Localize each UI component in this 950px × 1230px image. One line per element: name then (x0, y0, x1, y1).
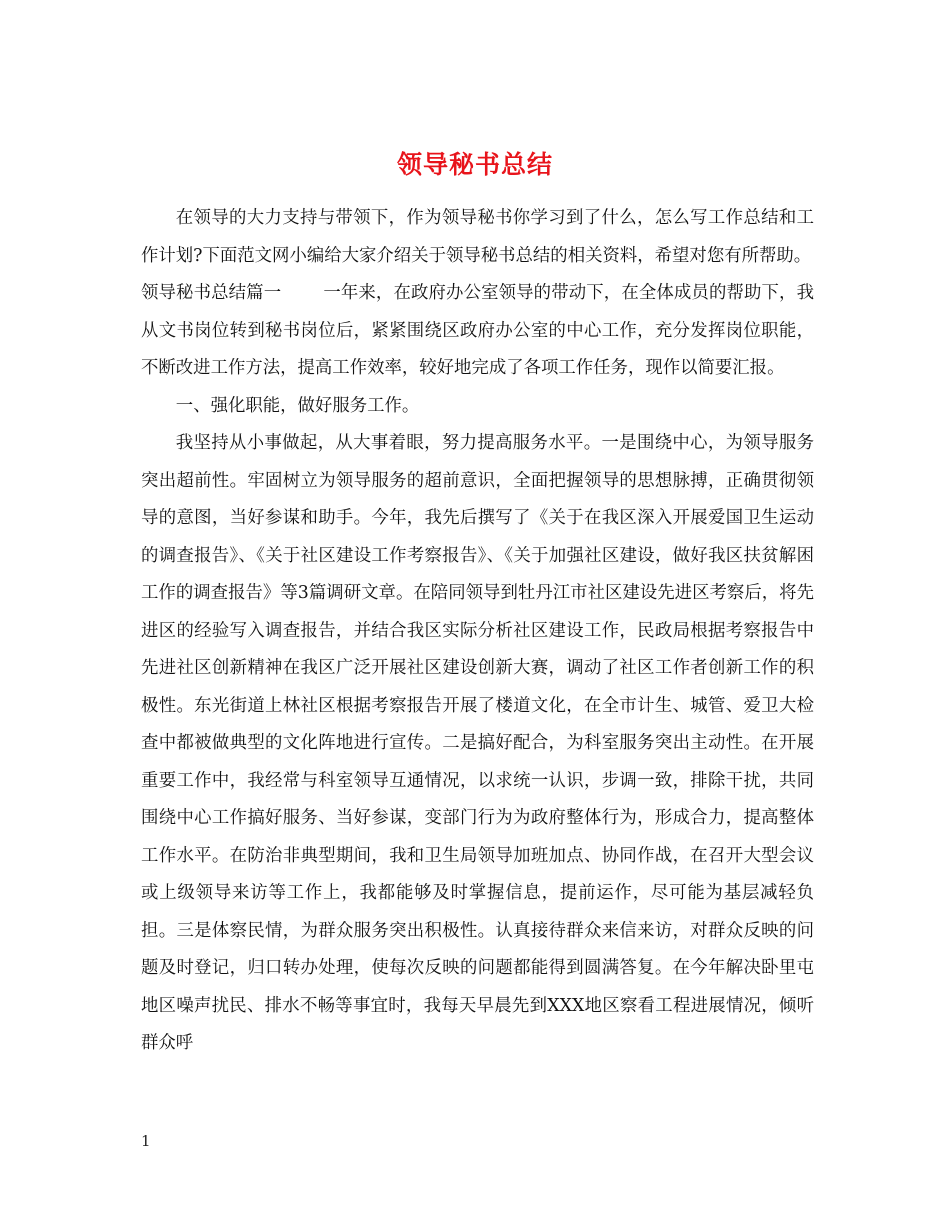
section-body-paragraph: 我坚持从小事做起，从大事着眼，努力提高服务水平。一是围绕中心，为领导服务突出超前性。牢固树立为领导服务的超前意识，全面把握领导的思想脉搏，正确贯彻领导的意图，当好参谋和助手。今年，我先后撰写了《关于在我区深入开展爱国卫生运动的调查报告》、《关于社区建设工作考察报告》、《关于加强社区建设，做好我区扶贫解困工作的调查报告》等3篇调研文章。在陪同领导到牡丹江市社区建设先进区考察后，将先进区的经验写入调查报告，并结合我区实际分析社区建设工作，民政局根据考察报告中先进社区创新精神在我区广泛开展社区建设创新大赛，调动了社区工作者创新工作的积极性。东光街道上林社区根据考察报告开展了楼道文化，在全市计生、城管、爱卫大检查中都被做典型的文化阵地进行宣传。二是搞好配合，为科室服务突出主动性。在开展重要工作中，我经常与科室领导互通情况，以求统一认识，步调一致，排除干扰，共同围绕中心工作搞好服务、当好参谋，变部门行为为政府整体行为，形成合力，提高整体工作水平。在防治非典型期间，我和卫生局领导加班加点、协同作战，在召开大型会议或上级领导来访等工作上，我都能够及时掌握信息，提前运作，尽可能为基层减轻负担。三是体察民情，为群众服务突出积极性。认真接待群众来信来访，对群众反映的问题及时登记，归口转办处理，使每次反映的问题都能得到圆满答复。在今年解决卧里屯地区噪声扰民、排水不畅等事宜时，我每天早晨先到XXX地区察看工程进展情况，倾听群众呼 (141, 433, 814, 1053)
page-number: 1 (141, 1132, 151, 1150)
article-first-paragraph (141, 275, 814, 388)
article-label: 领导秘书总结篇一 (141, 283, 282, 303)
intro-paragraph: 在领导的大力支持与带领下，作为领导秘书你学习到了什么，怎么写工作总结和工作计划?下面范文网小编给大家介绍关于领导秘书总结的相关资料，希望对您有所帮助。 (141, 208, 814, 266)
document-title: 领导秘书总结 (396, 149, 553, 179)
section-heading: 一、强化职能，做好服务工作。 (175, 395, 420, 416)
article-opening: 一年来，在政府办公室领导的带动下，在全体成员的帮助下，我从文书岗位转到秘书岗位后，紧紧围绕区政府办公室的中心工作，充分发挥岗位职能，不断改进工作方法，提高工作效率，较好地完成了各项工作任务，现作以简要汇报。 (141, 283, 814, 378)
document-body (141, 200, 814, 1063)
